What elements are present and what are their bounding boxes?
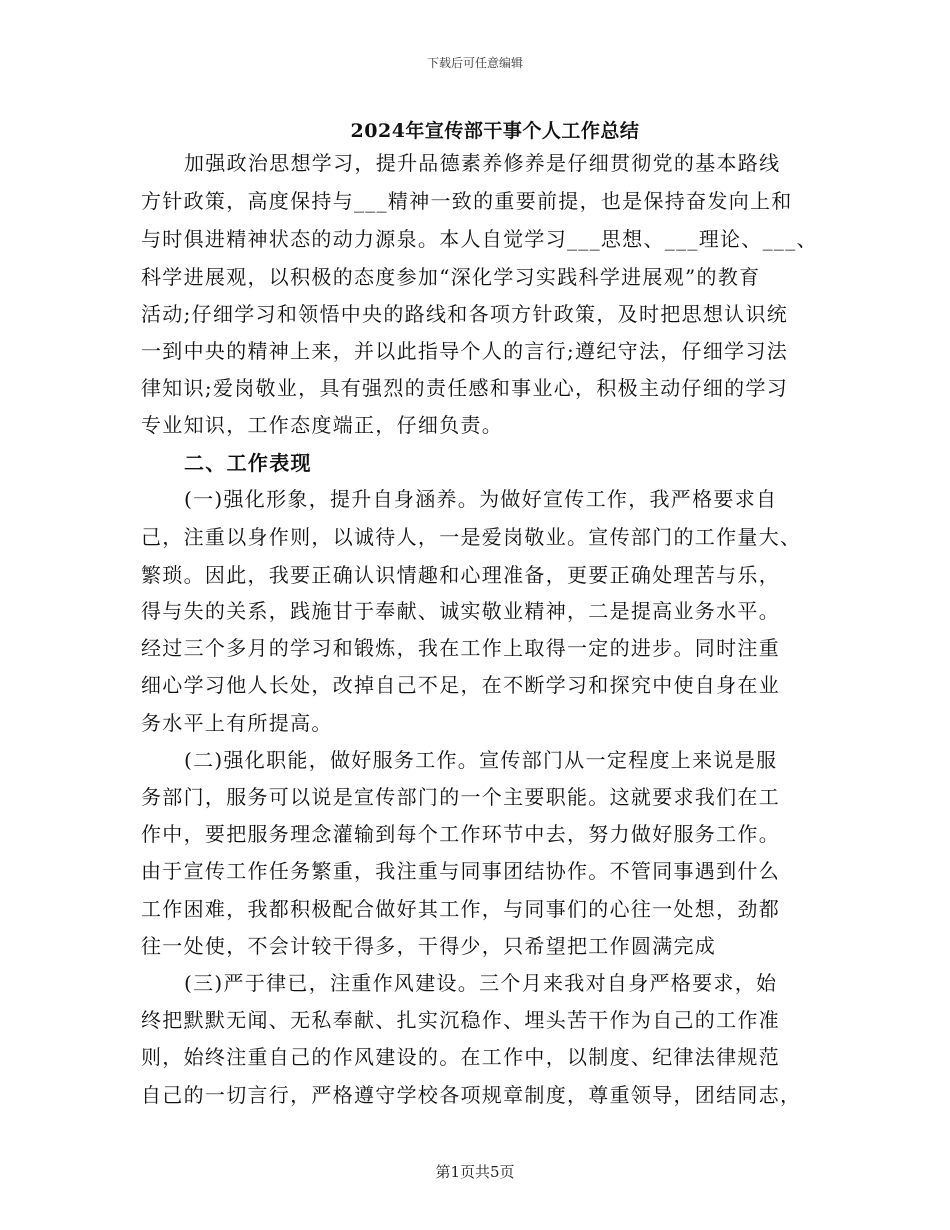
body-line: 务水平上有所提高。 (141, 711, 333, 735)
body-line: (三)严于律已，注重作风建设。三个月来我对自身严格要求，始 (184, 971, 778, 995)
body-line: 方针政策，高度保持与___精神一致的重要前提，也是保持奋发向上和 (141, 189, 793, 213)
body-line: 终把默默无闻、无私奉献、扎实沉稳作、埋头苦干作为自己的工作准 (141, 1008, 780, 1032)
page-number: 第1页共5页 (435, 1163, 515, 1181)
body-line: 自己的一切言行，严格遵守学校各项规章制度，尊重领导，团结同志， (141, 1083, 802, 1107)
body-line: 专业知识，工作态度端正，仔细负责。 (141, 413, 504, 437)
body-line: 得与失的关系，践施甘于奉献、诚实敬业精神，二是提高业务水平。 (141, 599, 780, 623)
section-heading: 二、工作表现 (184, 451, 312, 475)
body-line: 由于宣传工作任务繁重，我注重与同事团结协作。不管同事遇到什么 (141, 859, 780, 883)
body-line: 科学进展观，以积极的态度参加“深化学习实践科学进展观”的教育 (141, 265, 761, 289)
body-line: 加强政治思想学习，提升品德素养修养是仔细贯彻党的基本路线 (184, 151, 781, 175)
body-line: 活动;仔细学习和领悟中央的路线和各项方针政策，及时把思想认识统 (141, 302, 789, 326)
body-line: 务部门，服务可以说是宣传部门的一个主要职能。这就要求我们在工 (141, 785, 780, 809)
body-line: 工作困难，我都积极配合做好其工作，与同事们的心往一处想，劲都 (141, 897, 780, 921)
body-line: (一)强化形象，提升自身涵养。为做好宣传工作，我严格要求自 (184, 487, 778, 511)
body-line: 繁琐。因此，我要正确认识情趣和心理准备，更要正确处理苦与乐， (141, 563, 780, 587)
body-line: 作中，要把服务理念灌输到每个工作环节中去，努力做好服务工作。 (141, 822, 780, 846)
download-note: 下载后可任意编辑 (426, 56, 523, 70)
body-line: 则，始终注重自己的作风建设的。在工作中，以制度、纪律法律规范 (141, 1045, 780, 1069)
body-line: 往一处使，不会计较干得多，干得少，只希望把工作圆满完成 (141, 934, 717, 958)
body-line: 与时俱进精神状态的动力源泉。本人自觉学习___思想、___理论、___、 (141, 227, 818, 251)
body-line: (二)强化职能，做好服务工作。宣传部门从一定程度上来说是服 (184, 748, 778, 772)
document-title: 2024年宣传部干事个人工作总结 (350, 120, 640, 142)
body-line: 经过三个多月的学习和锻炼，我在工作上取得一定的进步。同时注重 (141, 636, 780, 660)
body-line: 律知识;爱岗敬业，具有强烈的责任感和事业心，积极主动仔细的学习 (141, 376, 789, 400)
body-line: 己，注重以身作则，以诚待人，一是爱岗敬业。宣传部门的工作量大、 (141, 525, 802, 549)
body-line: 细心学习他人长处，改掉自己不足，在不断学习和探究中使自身在业 (141, 673, 780, 697)
body-line: 一到中央的精神上来，并以此指导个人的言行;遵纪守法，仔细学习法 (141, 339, 789, 363)
